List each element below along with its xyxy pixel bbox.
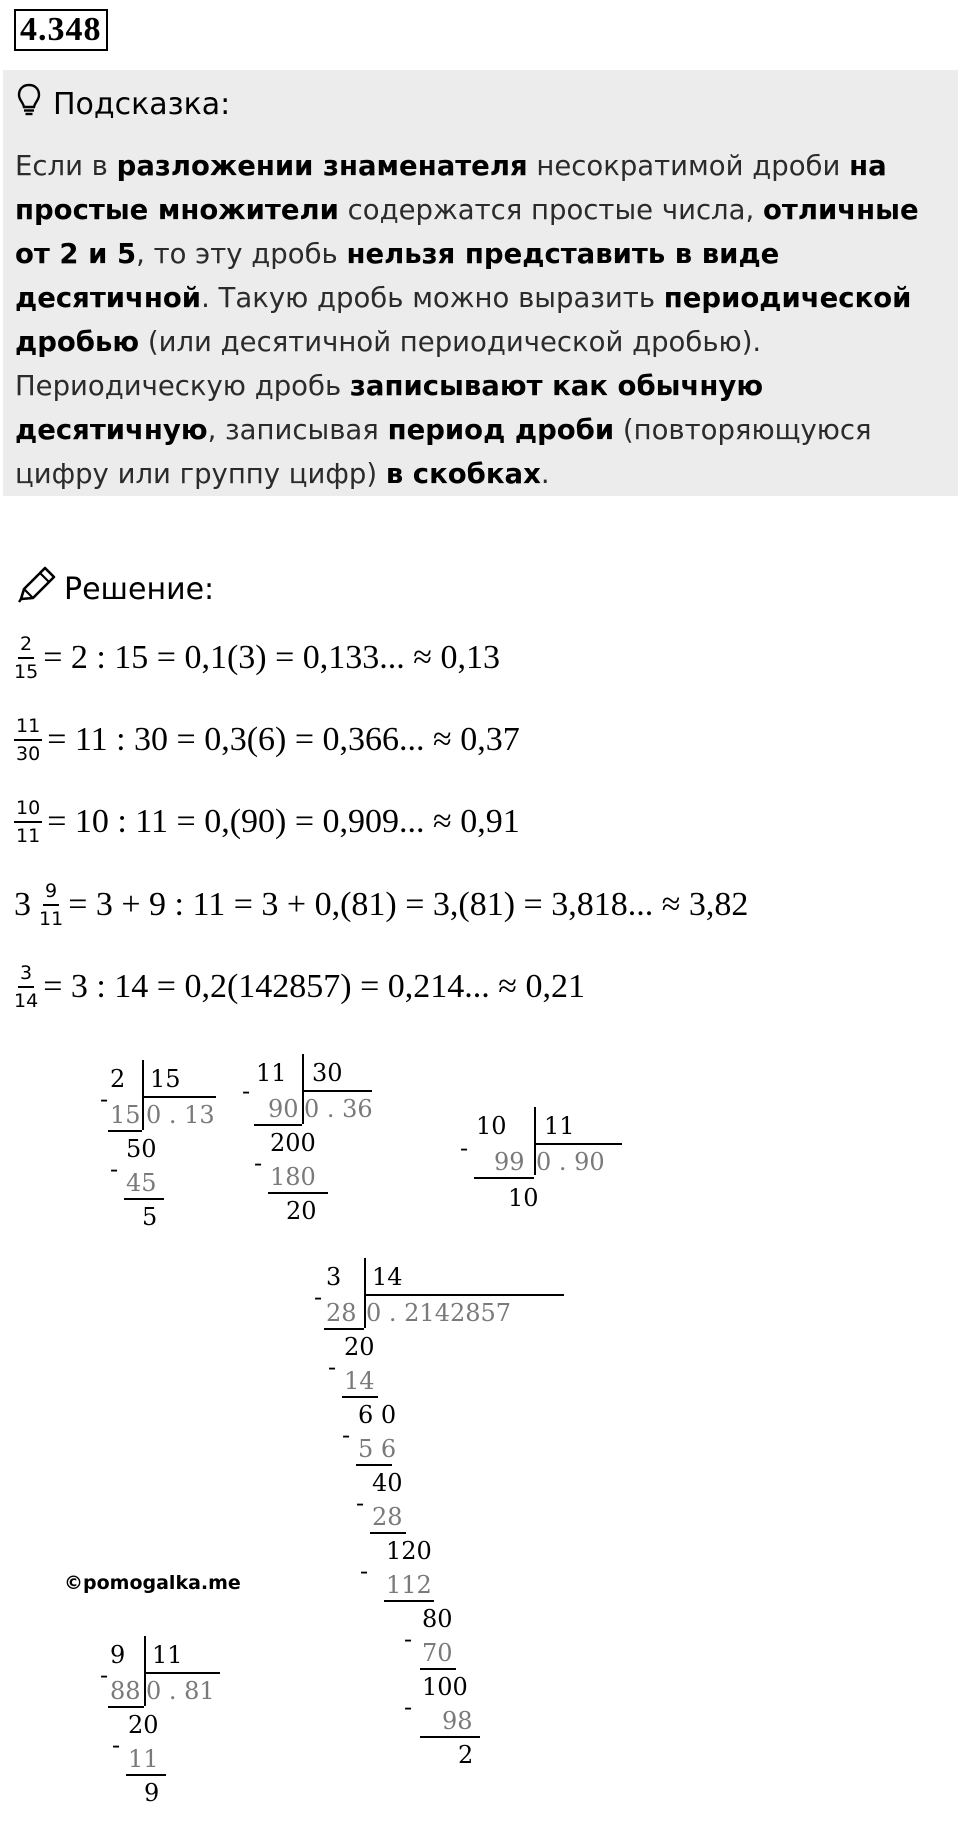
product-line: 88 <box>110 1677 141 1705</box>
task-number: 4.348 <box>14 9 108 51</box>
dividend: 3 <box>326 1263 342 1291</box>
minus-sign: - <box>110 1155 119 1183</box>
equation-text: = 2 : 15 = 0,1(3) = 0,133... ≈ 0,13 <box>43 639 500 676</box>
equation-text: = 3 : 14 = 0,2(142857) = 0,214... ≈ 0,21 <box>43 968 585 1005</box>
product-line: 28 <box>326 1299 357 1327</box>
remainder-line: 20 <box>344 1333 375 1361</box>
pencil-icon <box>16 566 56 612</box>
hint-header <box>17 84 230 124</box>
hint-box <box>3 70 958 496</box>
product-line: 28 <box>372 1503 403 1531</box>
product-line: 99 <box>494 1148 525 1176</box>
fraction: $\frac{9}{11}$ <box>39 880 64 930</box>
watermark: ©pomogalka.me <box>64 1572 241 1594</box>
hint-run: , то эту дробь <box>136 238 347 270</box>
hint-emphasis: в скобках <box>385 458 541 490</box>
equation-row <box>14 715 520 765</box>
remainder-line: 100 <box>422 1673 468 1701</box>
product-line: 70 <box>422 1639 453 1667</box>
dividend: 2 <box>110 1065 126 1093</box>
equation-row <box>14 962 585 1012</box>
minus-sign: - <box>342 1421 351 1449</box>
remainder-line: 10 <box>508 1184 539 1212</box>
product-line: 90 <box>268 1095 299 1123</box>
hint-title: Подсказка: <box>53 86 231 122</box>
remainder-line: 9 <box>144 1779 160 1807</box>
remainder-line: 5 <box>142 1203 158 1231</box>
product-line: 112 <box>386 1571 432 1599</box>
minus-sign: - <box>404 1625 413 1653</box>
solution-header <box>16 566 214 612</box>
fraction: $\frac{10}{11}$ <box>16 797 41 847</box>
hint-emphasis: нельзя представить в виде десятичной <box>15 238 780 314</box>
product-line: 45 <box>126 1169 157 1197</box>
hint-run: (повторяющуюся цифру или группу цифр) <box>15 414 872 490</box>
solution-title: Решение: <box>64 571 215 607</box>
quotient: 0 . 13 <box>146 1101 215 1129</box>
remainder-line: 40 <box>372 1469 403 1497</box>
minus-sign: - <box>112 1731 121 1759</box>
quotient: 0 . 81 <box>146 1677 215 1705</box>
fraction: $\frac{11}{30}$ <box>16 715 41 765</box>
product-line: 15 <box>110 1101 141 1129</box>
product-line: 180 <box>270 1163 316 1191</box>
minus-sign: - <box>100 1085 109 1113</box>
whole-part: 3 <box>14 886 31 923</box>
hint-emphasis: период дроби <box>387 414 615 446</box>
remainder-line: 120 <box>386 1537 432 1565</box>
hint-emphasis: разложении знаменателя <box>116 150 528 182</box>
divisor: 11 <box>544 1112 575 1140</box>
equation-row <box>14 633 500 683</box>
remainder-line: 200 <box>270 1129 316 1157</box>
hint-run: . <box>540 458 550 490</box>
hint-run: Если в <box>15 150 117 182</box>
minus-sign: - <box>254 1149 263 1177</box>
minus-sign: - <box>100 1661 109 1689</box>
minus-sign: - <box>314 1283 323 1311</box>
divisor: 14 <box>372 1263 403 1291</box>
hint-run: несократимой дроби <box>527 150 850 182</box>
remainder-line: 20 <box>128 1711 159 1739</box>
minus-sign: - <box>356 1489 365 1517</box>
hint-run: (или десятичной периодической дробью). Периодическую дробь <box>15 326 762 402</box>
hint-emphasis: отличные от 2 и 5 <box>15 194 919 270</box>
fraction: $\frac{2}{15}$ <box>14 633 39 683</box>
remainder-line: 80 <box>422 1605 453 1633</box>
quotient: 0 . 36 <box>304 1095 373 1123</box>
remainder-line: 2 <box>458 1741 474 1769</box>
remainder-line: 6 0 <box>358 1401 397 1429</box>
product-line: 5 6 <box>358 1435 397 1463</box>
minus-sign: - <box>328 1353 337 1381</box>
hint-emphasis: на простые множители <box>15 150 887 226</box>
remainder-line: 20 <box>286 1197 317 1225</box>
equation-text: = 11 : 30 = 0,3(6) = 0,366... ≈ 0,37 <box>47 721 520 758</box>
equation-text: = 10 : 11 = 0,(90) = 0,909... ≈ 0,91 <box>47 803 520 840</box>
product-line: 98 <box>442 1707 473 1735</box>
quotient: 0 . 90 <box>536 1148 605 1176</box>
dividend: 10 <box>476 1112 507 1140</box>
minus-sign: - <box>360 1557 369 1585</box>
hint-run: , записывая <box>207 414 388 446</box>
minus-sign: - <box>460 1134 469 1162</box>
minus-sign: - <box>404 1693 413 1721</box>
minus-sign: - <box>242 1077 251 1105</box>
lightbulb-icon <box>17 83 41 125</box>
equation-text: = 3 + 9 : 11 = 3 + 0,(81) = 3,(81) = 3,818... ≈ 3,82 <box>68 886 749 923</box>
quotient: 0 . 2142857 <box>366 1299 512 1327</box>
divisor: 11 <box>152 1641 183 1669</box>
divisor: 15 <box>150 1065 181 1093</box>
product-line: 14 <box>344 1367 375 1395</box>
equation-row <box>14 797 520 847</box>
dividend: 11 <box>256 1059 287 1087</box>
product-line: 11 <box>128 1745 159 1773</box>
divisor: 30 <box>312 1059 343 1087</box>
hint-emphasis: записывают как обычную десятичную <box>15 370 764 446</box>
hint-run: . Такую дробь можно выразить <box>201 282 664 314</box>
fraction: $\frac{3}{14}$ <box>14 962 39 1012</box>
equation-row <box>14 880 748 930</box>
hint-run: содержатся простые числа, <box>338 194 763 226</box>
hint-emphasis: периодической дробью <box>15 282 912 358</box>
hint-text <box>15 144 950 496</box>
remainder-line: 50 <box>126 1135 157 1163</box>
dividend: 9 <box>110 1641 126 1669</box>
